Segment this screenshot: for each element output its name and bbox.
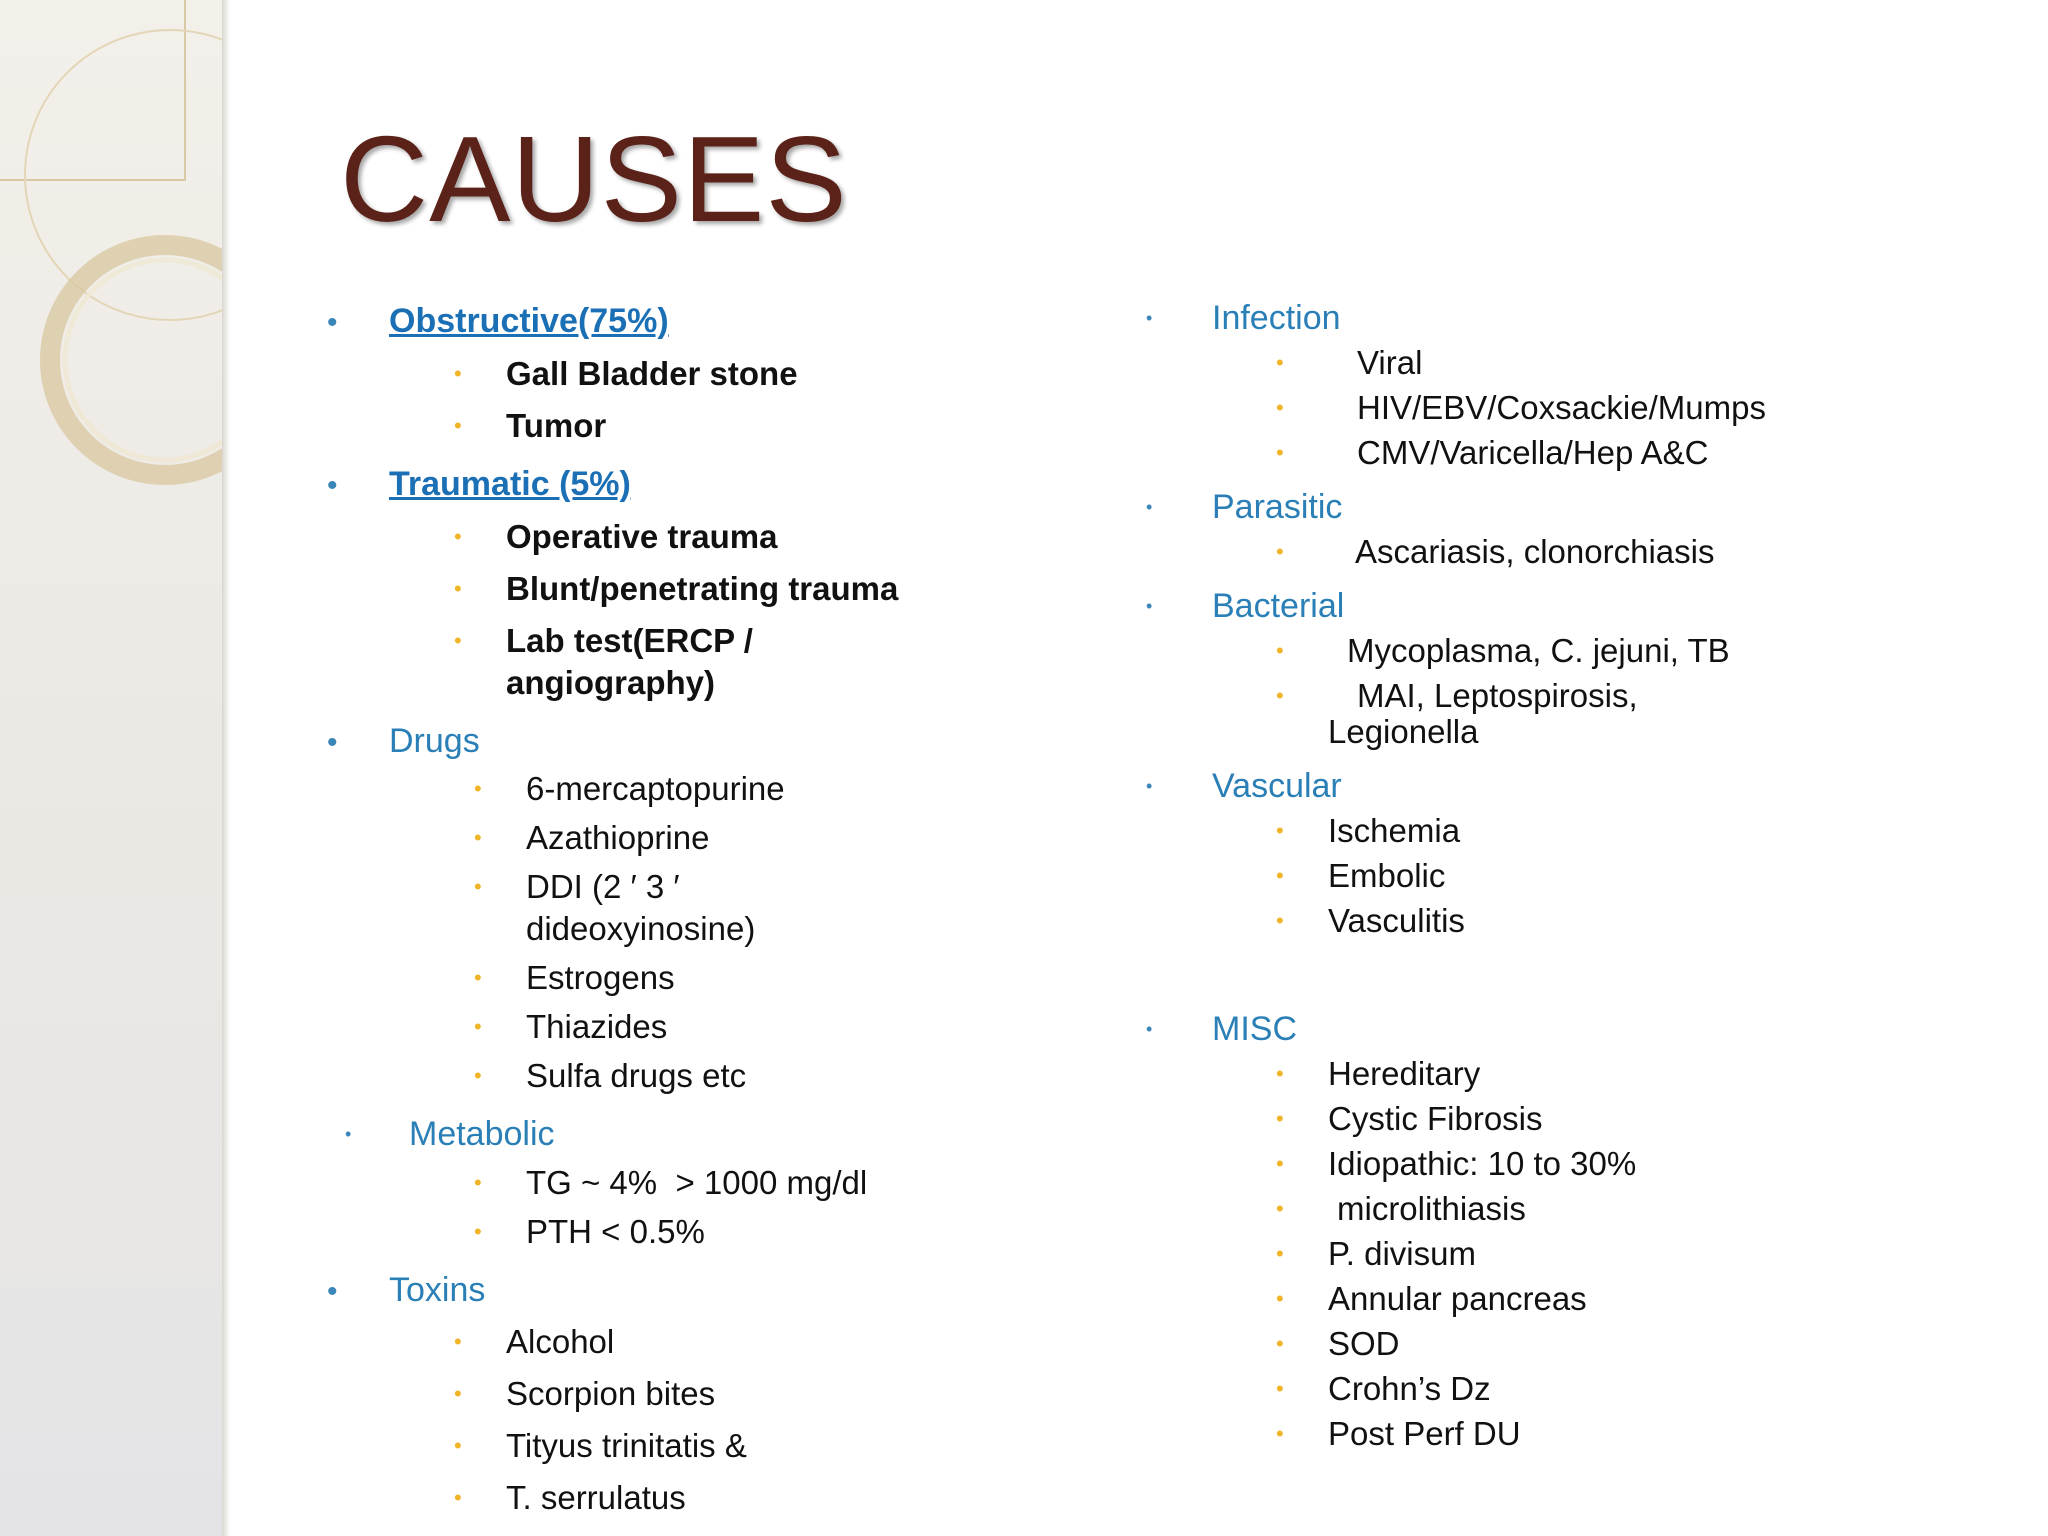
- bullet-icon: •: [1276, 395, 1284, 420]
- item-text: MAI, Leptospirosis,: [1357, 677, 1638, 714]
- bullet-icon: •: [1276, 1196, 1284, 1221]
- bullet-icon: •: [1276, 1061, 1284, 1086]
- item-text: 6-mercaptopurine: [526, 770, 785, 807]
- decorative-side-panel: [0, 0, 228, 1536]
- bullet-icon: •: [1276, 908, 1284, 933]
- bullet-icon: •: [454, 1329, 462, 1354]
- bullet-icon: •: [1276, 350, 1284, 375]
- bullet-icon: •: [454, 1381, 462, 1406]
- item-text: Alcohol: [506, 1323, 615, 1360]
- category-label-bacterial: Bacterial: [1212, 587, 1345, 625]
- bullet-icon: •: [1276, 440, 1284, 465]
- bullet-icon: •: [1276, 1241, 1284, 1266]
- category-label-infection: Infection: [1212, 299, 1341, 337]
- bullet-icon: •: [454, 1485, 462, 1510]
- item-text: Embolic: [1328, 857, 1446, 894]
- item-text: Estrogens: [526, 959, 675, 996]
- item-text: P. divisum: [1328, 1235, 1476, 1272]
- bullet-icon: •: [1146, 776, 1153, 796]
- item-text: HIV/EBV/Coxsackie/Mumps: [1357, 389, 1766, 426]
- bullet-icon: •: [474, 1063, 482, 1088]
- item-text: Ischemia: [1328, 812, 1461, 849]
- item-text: Cystic Fibrosis: [1328, 1100, 1543, 1137]
- item-text: Azathioprine: [526, 819, 710, 856]
- bullet-icon: •: [1146, 308, 1153, 328]
- bullet-icon: •: [327, 726, 338, 759]
- bullet-icon: •: [327, 1275, 338, 1308]
- bullet-icon: •: [474, 776, 482, 801]
- item-text: Annular pancreas: [1328, 1280, 1587, 1317]
- bullet-icon: •: [345, 1124, 352, 1144]
- item-text: Viral: [1357, 344, 1423, 381]
- item-text: Tityus trinitatis &: [506, 1427, 747, 1464]
- category-label-metabolic: Metabolic: [409, 1115, 555, 1153]
- category-label-vascular: Vascular: [1212, 767, 1342, 805]
- item-text: Idiopathic: 10 to 30%: [1328, 1145, 1637, 1182]
- item-text: DDI (2 ′ 3 ′: [526, 868, 680, 905]
- bullet-icon: •: [474, 1219, 482, 1244]
- bullet-icon: •: [454, 413, 462, 438]
- bullet-icon: •: [1276, 1421, 1284, 1446]
- bullet-icon: •: [1276, 863, 1284, 888]
- item-text: Mycoplasma, C. jejuni, TB: [1347, 632, 1730, 669]
- category-label-parasitic: Parasitic: [1212, 488, 1343, 526]
- bullet-icon: •: [454, 1433, 462, 1458]
- item-text: Sulfa drugs etc: [526, 1057, 747, 1094]
- item-text: Blunt/penetrating trauma: [506, 570, 899, 607]
- bullet-icon: •: [1276, 1376, 1284, 1401]
- item-text: Scorpion bites: [506, 1375, 716, 1412]
- item-text: microlithiasis: [1337, 1190, 1526, 1227]
- bullet-icon: •: [327, 469, 338, 502]
- bullet-icon: •: [327, 306, 338, 339]
- item-text: Legionella: [1328, 713, 1479, 750]
- item-text: Lab test(ERCP /: [506, 622, 753, 659]
- side-panel-edge: [222, 0, 230, 1536]
- bullet-icon: •: [1276, 1106, 1284, 1131]
- bullet-icon: •: [1146, 497, 1153, 517]
- bullet-icon: •: [1276, 683, 1284, 708]
- bullet-icon: •: [474, 825, 482, 850]
- category-label-drugs: Drugs: [389, 722, 480, 760]
- bullet-icon: •: [1276, 539, 1284, 564]
- bullet-icon: •: [454, 628, 462, 653]
- bullet-icon: •: [474, 1014, 482, 1039]
- category-label-misc: MISC: [1212, 1010, 1297, 1048]
- bullet-icon: •: [1276, 1151, 1284, 1176]
- item-text: Vasculitis: [1328, 902, 1465, 939]
- bullet-icon: •: [454, 576, 462, 601]
- item-text: CMV/Varicella/Hep A&C: [1357, 434, 1709, 471]
- bullet-icon: •: [1276, 1331, 1284, 1356]
- item-text: T. serrulatus: [506, 1479, 686, 1516]
- item-text: Hereditary: [1328, 1055, 1481, 1092]
- item-text: Crohn’s Dz: [1328, 1370, 1491, 1407]
- item-text: PTH < 0.5%: [526, 1213, 705, 1250]
- bullet-icon: •: [1276, 638, 1284, 663]
- slide-title: CAUSES: [340, 111, 848, 247]
- bullet-icon: •: [1146, 596, 1153, 616]
- item-text: angiography): [506, 664, 716, 701]
- category-label-toxins: Toxins: [389, 1271, 486, 1309]
- bullet-icon: •: [1146, 1019, 1153, 1039]
- item-text: Gall Bladder stone: [506, 355, 798, 392]
- item-text: SOD: [1328, 1325, 1400, 1362]
- category-link-obstructive[interactable]: Obstructive(75%): [389, 302, 669, 340]
- bullet-icon: •: [474, 874, 482, 899]
- item-text: Post Perf DU: [1328, 1415, 1521, 1452]
- item-text: dideoxyinosine): [526, 910, 756, 947]
- item-text: Thiazides: [526, 1008, 668, 1045]
- item-text: Tumor: [506, 407, 607, 444]
- item-text: TG ~ 4% > 1000 mg/dl: [526, 1164, 868, 1201]
- bullet-icon: •: [454, 361, 462, 386]
- decorative-rings-graphic: [0, 0, 228, 1536]
- category-link-traumatic[interactable]: Traumatic (5%): [389, 465, 631, 503]
- item-text: Ascariasis, clonorchiasis: [1355, 533, 1715, 570]
- item-text: Operative trauma: [506, 518, 778, 555]
- bullet-icon: •: [474, 1170, 482, 1195]
- bullet-icon: •: [1276, 1286, 1284, 1311]
- bullet-icon: •: [454, 524, 462, 549]
- bullet-icon: •: [1276, 818, 1284, 843]
- bullet-icon: •: [474, 965, 482, 990]
